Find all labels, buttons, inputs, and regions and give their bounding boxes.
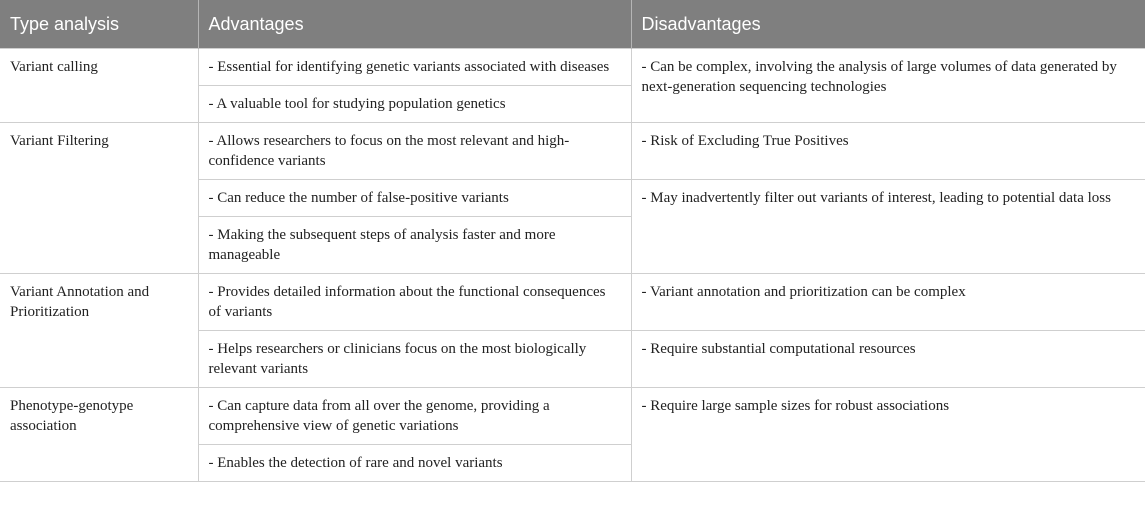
table-header (0, 0, 1145, 49)
advantage-cell: - Essential for identifying genetic variants associated with diseases (198, 49, 631, 86)
advantage-cell: - Can reduce the number of false-positive variants (198, 180, 631, 217)
table-row (0, 123, 1145, 180)
disadvantage-cell: - Variant annotation and prioritization can be complex (631, 274, 1145, 331)
header-advantages: Advantages (198, 0, 631, 49)
disadvantage-cell: - Require large sample sizes for robust associations (631, 388, 1145, 482)
type-cell: Variant Filtering (0, 123, 198, 274)
header-disadvantages: Disadvantages (631, 0, 1145, 49)
table-row (0, 274, 1145, 331)
table-row (0, 388, 1145, 445)
disadvantage-cell: - Can be complex, involving the analysis of large volumes of data generated by next-generation sequencing technologies (631, 49, 1145, 123)
advantage-cell: - Provides detailed information about the functional consequences of variants (198, 274, 631, 331)
advantage-cell: - Can capture data from all over the genome, providing a comprehensive view of genetic variations (198, 388, 631, 445)
table-row (0, 49, 1145, 86)
advantage-cell: - Helps researchers or clinicians focus on the most biologically relevant variants (198, 331, 631, 388)
disadvantage-cell: - May inadvertently filter out variants of interest, leading to potential data loss (631, 180, 1145, 274)
type-cell: Variant calling (0, 49, 198, 123)
advantage-cell: - Enables the detection of rare and novel variants (198, 445, 631, 482)
type-cell: Phenotype-genotype association (0, 388, 198, 482)
table-body (0, 49, 1145, 482)
advantage-cell: - A valuable tool for studying population genetics (198, 86, 631, 123)
disadvantage-cell: - Require substantial computational resources (631, 331, 1145, 388)
type-cell: Variant Annotation and Prioritization (0, 274, 198, 388)
advantage-cell: - Allows researchers to focus on the most relevant and high-confidence variants (198, 123, 631, 180)
advantage-cell: - Making the subsequent steps of analysis faster and more manageable (198, 217, 631, 274)
header-type-analysis: Type analysis (0, 0, 198, 49)
header-row (0, 0, 1145, 49)
disadvantage-cell: - Risk of Excluding True Positives (631, 123, 1145, 180)
